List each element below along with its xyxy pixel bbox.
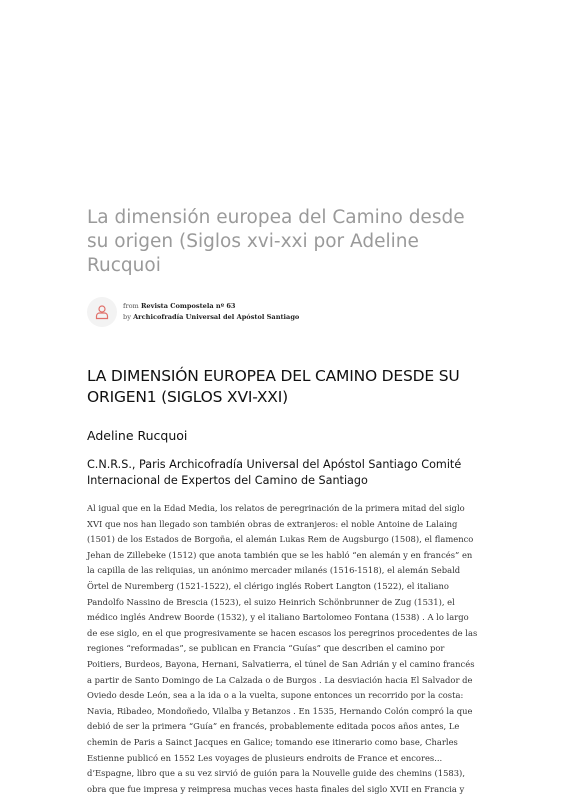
from-prefix: from — [123, 302, 139, 310]
byline-meta — [123, 301, 299, 323]
source-line — [123, 301, 299, 312]
avatar[interactable] — [87, 297, 117, 327]
article-body: Al igual que en la Edad Media, los relatos de peregrinación de la primera mitad del siglo XVI que nos han llegado son también obras de extranjeros: el noble Antoine de Lalaing (1501) de los Estados de Borgoña, el alemán Lukas Rem de Augsburgo (1508), el flamenco Jehan de Zillebeke (1512) que anota también que se les habló “en alemán y en francés” en la capilla de las reliquias, un anónimo mercader milanés (1516-1518), el alemán Sebald Örtel de Nuremberg (1521-1522), el clérigo inglés Robert Langton (1522), el italiano Pandolfo Nassino de Brescia (1523), el suizo Heinrich Schönbrunner de Zug (1531), el médico inglés Andrew Boorde (1532), y el italiano Bartolomeo Fontana (1538) . A lo largo de ese siglo, en el que progresivamente se hacen escasos los peregrinos procedentes de las regiones “reformadas”, se publican en Francia “Guías” que describen el camino por Poitiers, Burdeos, Bayona, Hernani, Salvatierra, el túnel de San Adrián y el camino francés a partir de Santo Domingo de La Calzada o de Burgos . La desviación hacia El Salvador de Oviedo desde León, sea a la ida o a la vuelta, supone entonces un recorrido por la costa: Navia, Ribadeo, Mondoñedo, Vilalba y Betanzos . En 1535, Hernando Colón compró la que debió de ser la primera “Guía” en francés, probablemente editada pocos años antes, Le chemin de Paris a Sainct Jacques en Galice; tomando ese itinerario como base, Charles Estienne publicó en 1552 Les voyages de plusieurs endroits de France et encores... d’Espagne, libro que a su vez sirvió de guión para la Nouvelle guide des chemins (1583), obra que fue impresa y reimpresa muchas veces hasta finales del siglo XVII en Francia y — [87, 503, 478, 794]
publisher-link[interactable]: Archicofradía Universal del Apóstol Santiago — [133, 313, 300, 321]
by-prefix: by — [123, 313, 131, 321]
article-title: LA DIMENSIÓN EUROPEA DEL CAMINO DESDE SU ORIGEN1 (SIGLOS XVI-XXI) — [87, 367, 460, 406]
byline — [87, 296, 299, 328]
page-title: La dimensión europea del Camino desde su origen (Siglos xvi-xxi por Adeline Rucquoi — [87, 207, 465, 276]
publisher-line — [123, 312, 299, 323]
publication-link[interactable]: Revista Compostela nº 63 — [140, 302, 236, 310]
author-affiliation: C.N.R.S., Paris Archicofradía Universal del Apóstol Santiago Comité Internacional de Expertos del Camino de Santiago — [87, 458, 462, 487]
user-icon — [94, 304, 110, 320]
article-author: Adeline Rucquoi — [87, 428, 188, 443]
